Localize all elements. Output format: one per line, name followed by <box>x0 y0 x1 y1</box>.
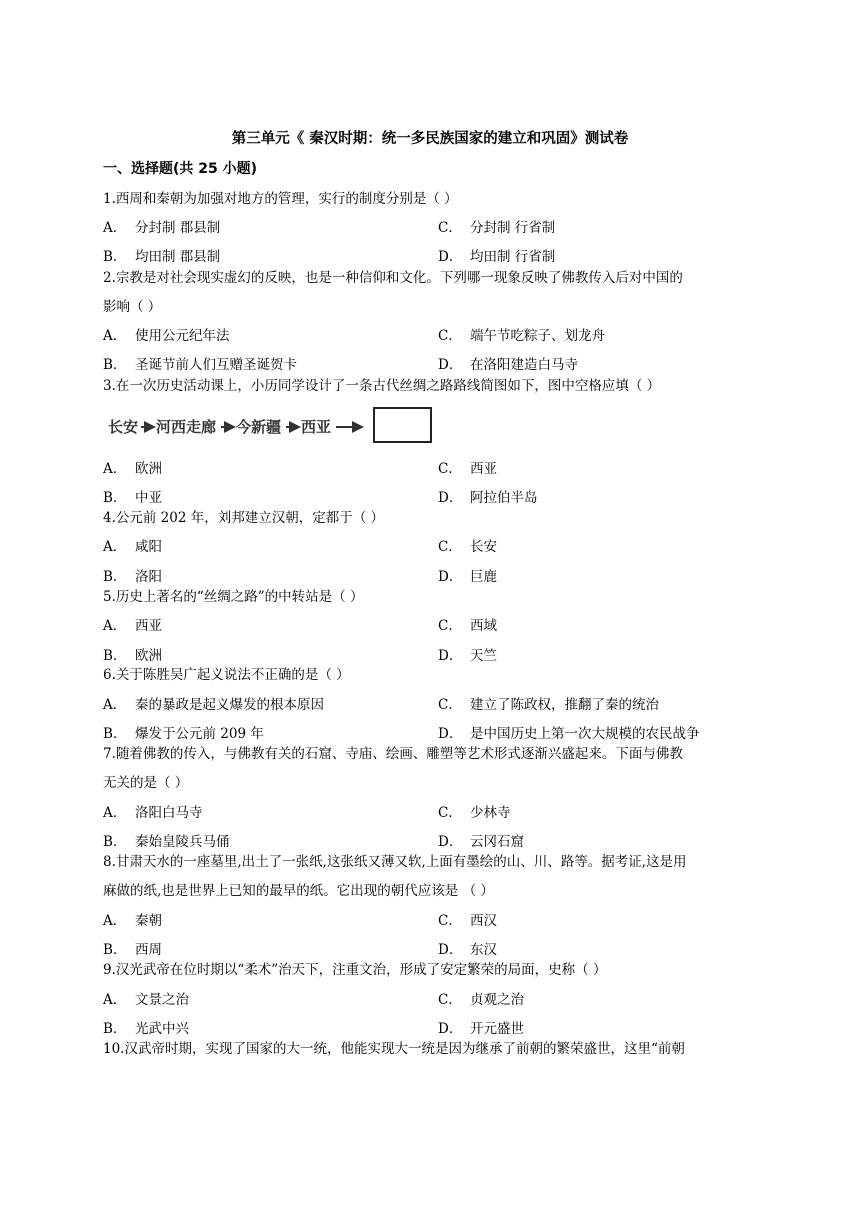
route-stop-xiya: 西亚 <box>301 418 332 436</box>
q2-option-b[interactable]: B． 圣诞节前人们互赠圣诞贺卡 <box>103 357 297 373</box>
q8-option-d[interactable]: D． 东汉 <box>438 942 497 958</box>
q9-option-b[interactable]: B． 光武中兴 <box>103 1021 189 1037</box>
q4-option-b[interactable]: B． 洛阳 <box>103 569 162 585</box>
q2-option-c[interactable]: C． 端午节吃粽子、划龙舟 <box>438 328 605 344</box>
q4-option-a[interactable]: A． 咸阳 <box>103 539 162 555</box>
q6-option-a[interactable]: A． 秦的暴政是起义爆发的根本原因 <box>103 697 324 713</box>
question-2: 2.宗教是对社会现实虚幻的反映，也是一种信仰和文化。下列哪一现象反映了佛教传入后对中国的 <box>103 270 683 286</box>
q7-option-b[interactable]: B． 秦始皇陵兵马俑 <box>103 834 230 850</box>
q1-option-c[interactable]: C． 分封制 行省制 <box>438 220 556 236</box>
document-title: 第三单元《 秦汉时期：统一多民族国家的建立和巩固》测试卷 <box>231 131 629 147</box>
question-6: 6.关于陈胜吴广起义说法不正确的是（ ） <box>103 667 350 683</box>
question-5: 5.历史上著名的“丝绸之路”的中转站是（ ） <box>103 589 364 605</box>
question-2-line-2: 影响（ ） <box>103 299 162 315</box>
q7-option-c[interactable]: C． 少林寺 <box>438 805 511 821</box>
q6-option-b[interactable]: B． 爆发于公元前 209 年 <box>103 726 264 742</box>
section-heading: 一、选择题(共 25 小题) <box>103 161 258 177</box>
q5-option-c[interactable]: C． 西域 <box>438 618 497 634</box>
silk-road-route-diagram <box>104 404 434 446</box>
q6-option-c[interactable]: C． 建立了陈政权，推翻了秦的统治 <box>438 697 659 713</box>
q1-option-a[interactable]: A． 分封制 郡县制 <box>103 220 221 236</box>
route-stop-xinjiang: 今新疆 <box>236 418 282 436</box>
q8-option-a[interactable]: A． 秦朝 <box>103 913 162 929</box>
question-8: 8.甘肃天水的一座墓里,出土了一张纸,这张纸又薄又软,上面有墨绘的山、川、路等。据考证,这是用 <box>103 854 687 870</box>
q9-option-c[interactable]: C． 贞观之治 <box>438 992 524 1008</box>
route-blank-box <box>374 408 431 442</box>
q9-option-a[interactable]: A． 文景之治 <box>103 992 189 1008</box>
q3-option-a[interactable]: A． 欧洲 <box>103 461 162 477</box>
q8-option-b[interactable]: B． 西周 <box>103 942 162 958</box>
q2-option-d[interactable]: D． 在洛阳建造白马寺 <box>438 357 578 373</box>
question-1: 1.西周和秦朝为加强对地方的管理，实行的制度分别是（ ） <box>103 191 458 207</box>
question-10: 10.汉武帝时期，实现了国家的大一统，他能实现大一统是因为继承了前朝的繁荣盛世，这里“前朝 <box>103 1041 685 1057</box>
q4-option-c[interactable]: C． 长安 <box>438 539 497 555</box>
question-9: 9.汉光武帝在位时期以“柔术”治天下，注重文治，形成了安定繁荣的局面，史称（ ） <box>103 962 607 978</box>
q5-option-a[interactable]: A． 西亚 <box>103 618 162 634</box>
question-3: 3.在一次历史活动课上，小历同学设计了一条古代丝绸之路路线简图如下，图中空格应填（ ） <box>103 378 661 394</box>
route-stop-hexi: 河西走廊 <box>156 418 217 436</box>
q7-option-a[interactable]: A． 洛阳白马寺 <box>103 805 203 821</box>
route-stop-changan: 长安 <box>108 418 139 436</box>
q2-option-a[interactable]: A． 使用公元纪年法 <box>103 328 230 344</box>
q3-option-c[interactable]: C． 西亚 <box>438 461 497 477</box>
q3-option-d[interactable]: D． 阿拉伯半岛 <box>438 490 538 506</box>
question-7-line-2: 无关的是（ ） <box>103 775 189 791</box>
q8-option-c[interactable]: C． 西汉 <box>438 913 497 929</box>
q5-option-b[interactable]: B． 欧洲 <box>103 648 162 664</box>
q1-option-b[interactable]: B． 均田制 郡县制 <box>103 249 221 265</box>
q6-option-d[interactable]: D． 是中国历史上第一次大规模的农民战争 <box>438 726 700 742</box>
question-8-line-2: 麻做的纸,也是世界上已知的最早的纸。它出现的朝代应该是 （ ） <box>103 883 494 899</box>
question-4: 4.公元前 202 年，刘邦建立汉朝，定都于（ ） <box>103 510 385 526</box>
q5-option-d[interactable]: D． 天竺 <box>438 648 497 664</box>
q7-option-d[interactable]: D． 云冈石窟 <box>438 834 524 850</box>
q3-option-b[interactable]: B． 中亚 <box>103 490 162 506</box>
q9-option-d[interactable]: D． 开元盛世 <box>438 1021 524 1037</box>
question-7: 7.随着佛教的传入，与佛教有关的石窟、寺庙、绘画、雕塑等艺术形式逐渐兴盛起来。下面与佛教 <box>103 746 683 762</box>
q1-option-d[interactable]: D． 均田制 行省制 <box>438 249 556 265</box>
q4-option-d[interactable]: D． 巨鹿 <box>438 569 497 585</box>
